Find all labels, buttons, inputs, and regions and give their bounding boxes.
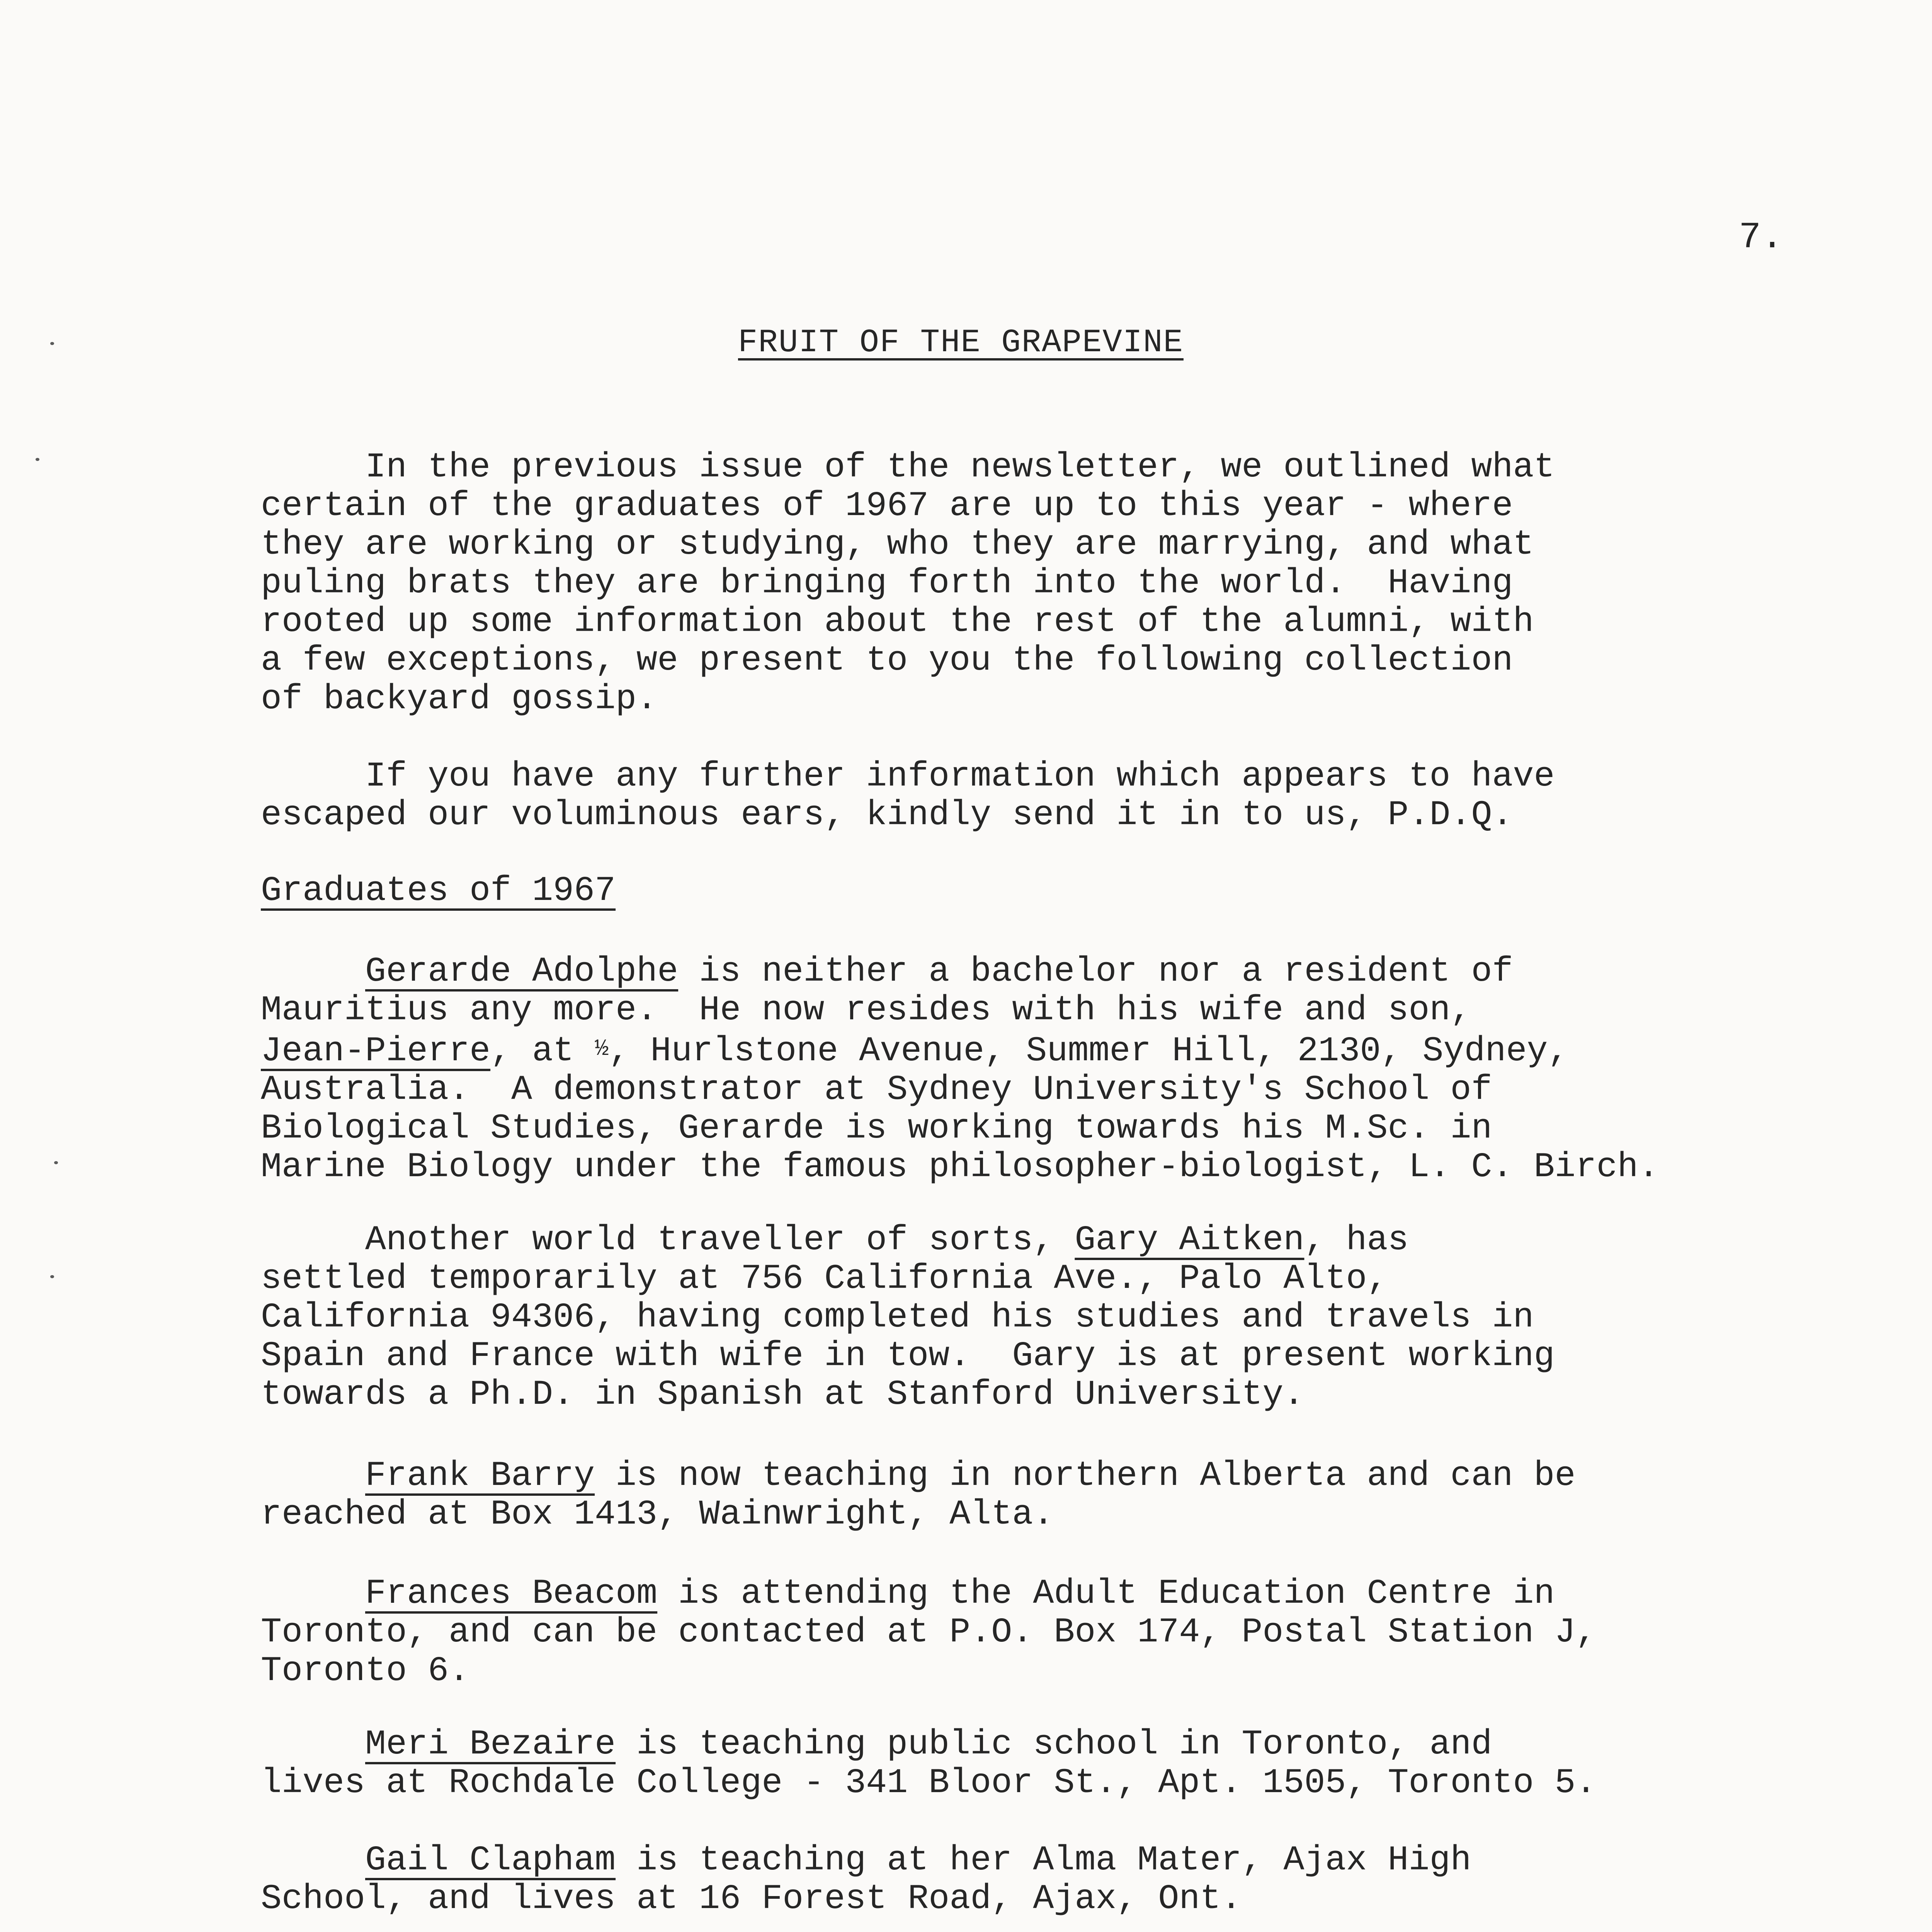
page-title: FRUIT OF THE GRAPEVINE	[738, 325, 1184, 361]
text-line: certain of the graduates of 1967 are up to this year - where	[261, 486, 1513, 526]
text-fragment: is now teaching in northern Alberta and can be	[595, 1456, 1576, 1496]
text-line: towards a Ph.D. in Spanish at Stanford University.	[261, 1375, 1304, 1415]
entry-bezaire	[261, 1725, 1597, 1803]
entry-aitken	[261, 1221, 1555, 1414]
person-name: Gary Aitken	[1075, 1221, 1304, 1260]
text-line: puling brats they are bringing forth into the world. Having	[261, 564, 1513, 603]
text-fragment: , has	[1304, 1221, 1409, 1260]
person-name: Meri Bezaire	[365, 1725, 616, 1764]
scan-speck	[50, 342, 54, 345]
text-line: Marine Biology under the famous philosopher-biologist, L. C. Birch.	[261, 1148, 1659, 1187]
text-fragment: is attending the Adult Education Centre in	[657, 1574, 1555, 1614]
text-line: a few exceptions, we present to you the following collection	[261, 641, 1513, 680]
scan-speck	[36, 458, 39, 461]
text-line: If you have any further information which appears to have	[261, 757, 1555, 796]
person-name: Gerarde Adolphe	[365, 952, 679, 992]
text-line: Toronto, and can be contacted at P.O. Box 174, Postal Station J,	[261, 1613, 1597, 1652]
text-line: escaped our voluminous ears, kindly send it in to us, P.D.Q.	[261, 796, 1513, 835]
text-fragment: is teaching at her Alma Mater, Ajax High	[616, 1841, 1471, 1880]
fraction: ½	[595, 1036, 609, 1062]
text-line: they are working or studying, who they are marrying, and what	[261, 525, 1534, 565]
text-line: Mauritius any more. He now resides with his wife and son,	[261, 991, 1471, 1030]
entry-clapham	[261, 1841, 1471, 1918]
intro-paragraph-1	[261, 448, 1555, 719]
text-line: Biological Studies, Gerarde is working towards his M.Sc. in	[261, 1109, 1492, 1148]
text-line: is neither a bachelor nor a resident of	[678, 952, 1513, 992]
text-line: of backyard gossip.	[261, 680, 658, 719]
page-number: 7.	[1739, 216, 1784, 259]
text-fragment: is teaching public school in Toronto, and	[616, 1725, 1492, 1764]
text-line: settled temporarily at 756 California Ave., Palo Alto,	[261, 1259, 1388, 1299]
scan-speck	[50, 1275, 54, 1278]
person-name: Jean-Pierre	[261, 1032, 491, 1071]
text-fragment: , at	[490, 1032, 595, 1071]
text-fragment: Another world traveller of sorts,	[261, 1221, 1075, 1260]
text-line: School, and lives at 16 Forest Road, Ajax, Ont.	[261, 1879, 1242, 1919]
text-line: Spain and France with wife in tow. Gary is at present working	[261, 1337, 1555, 1376]
text-line: California 94306, having completed his studies and travels in	[261, 1298, 1534, 1337]
section-heading: Graduates of 1967	[261, 871, 616, 911]
text-line: lives at Rochdale College - 341 Bloor St., Apt. 1505, Toronto 5.	[261, 1764, 1597, 1803]
intro-paragraph-2	[261, 757, 1555, 835]
text-line: In the previous issue of the newsletter, we outlined what	[261, 448, 1555, 487]
scan-speck	[54, 1161, 58, 1164]
text-fragment: , Hurlstone Avenue, Summer Hill, 2130, Sydney,	[609, 1032, 1569, 1071]
text-line: Australia. A demonstrator at Sydney University's School of	[261, 1070, 1492, 1110]
person-name: Frances Beacom	[365, 1574, 658, 1614]
text-line: reached at Box 1413, Wainwright, Alta.	[261, 1495, 1054, 1534]
entry-beacom	[261, 1575, 1597, 1690]
person-name: Frank Barry	[365, 1456, 595, 1496]
text-line: rooted up some information about the rest of the alumni, with	[261, 602, 1534, 642]
text-line: Toronto 6.	[261, 1651, 470, 1691]
entry-barry	[261, 1457, 1576, 1534]
person-name: Gail Clapham	[365, 1841, 616, 1880]
entry-adolphe	[261, 952, 1659, 1187]
